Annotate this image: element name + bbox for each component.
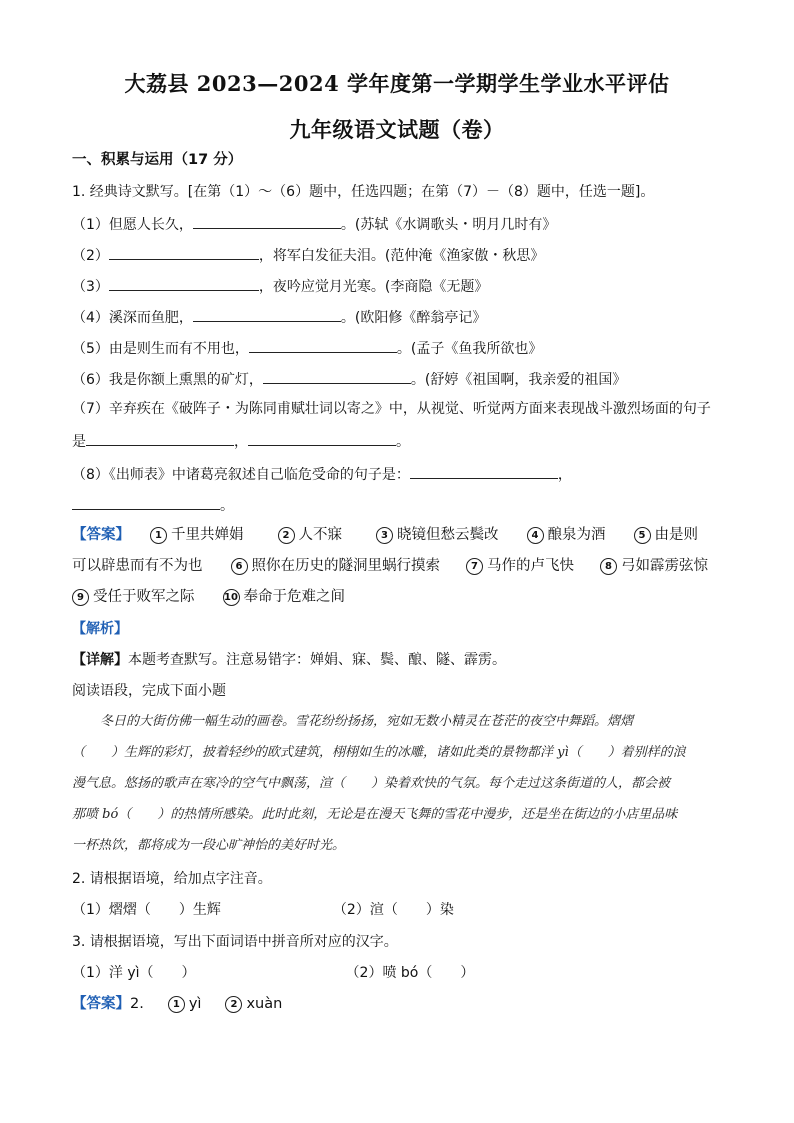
answer-1-line-1: 【答案】 1 千里共婵娟 2 人不寐 3 晓镜但愁云鬓改 4 酿泉为酒 5 由是则 <box>72 527 698 543</box>
circled-number: 3 <box>376 527 393 544</box>
question-1-item-4: （4）溪深而鱼肥， 。(欧阳修《醉翁亭记》 <box>72 306 486 328</box>
question-3-option-1: （1）洋 yì（ ） <box>72 965 196 981</box>
section-heading: 一、积累与运用（17 分） <box>72 152 243 168</box>
question-1-item-7-blanks: 是 ， 。 <box>72 430 410 452</box>
analysis-tag: 【解析】 <box>72 621 128 637</box>
question-2-prompt: 2. 请根据语境，给加点字注音。 <box>72 871 272 887</box>
question-1-item-6: （6）我是你额上熏黑的矿灯， 。(舒婷《祖国啊，我亲爱的祖国》 <box>72 368 626 390</box>
answer-blank[interactable] <box>109 244 259 260</box>
reading-passage <box>72 706 722 861</box>
question-1-item-5: （5）由是则生而有不用也， 。(孟子《鱼我所欲也》 <box>72 337 542 359</box>
circled-number: 4 <box>527 527 544 544</box>
question-3-options <box>72 963 474 983</box>
question-1-item-3: （3） ，夜吟应觉月光寒。(李商隐《无题》 <box>72 275 488 297</box>
circled-number: 2 <box>225 996 242 1013</box>
circled-number: 8 <box>600 558 617 575</box>
question-2-option-2: （2）渲（ ）染 <box>332 902 454 918</box>
answer-2: 【答案】2. 1 yì 2 xuàn <box>72 996 283 1012</box>
answer-blank[interactable] <box>248 430 396 446</box>
question-1-intro: 1. 经典诗文默写。[在第（1）～（6）题中，任选四题；在第（7）－（8）题中，任选一题]。 <box>72 184 655 200</box>
circled-number: 2 <box>278 527 295 544</box>
answer-1-line-2: 可以辟患而有不为也 6 照你在历史的隧洞里蜗行摸索 7 马作的卢飞快 8 弓如霹雳弦惊 <box>72 558 708 574</box>
circled-number: 10 <box>223 589 240 606</box>
passage-line: 一杯热饮，都将成为一段心旷神怡的美好时光。 <box>72 838 346 853</box>
question-3-option-2: （2）喷 bó（ ） <box>345 965 475 981</box>
circled-number: 9 <box>72 589 89 606</box>
passage-line: （ ）生辉的彩灯，披着轻纱的欧式建筑，栩栩如生的冰雕，诸如此类的景物都洋 yì（ ）着别样的浪 <box>72 745 686 760</box>
question-1-item-8: （8）《出师表》中诸葛亮叙述自己临危受命的句子是： ， <box>72 463 572 485</box>
question-1-item-2: （2） ，将军白发征夫泪。(范仲淹《渔家傲・秋思》 <box>72 244 544 266</box>
circled-number: 7 <box>466 558 483 575</box>
question-1-item-7: （7）辛弃疾在《破阵子・为陈同甫赋壮词以寄之》中，从视觉、听觉两方面来表现战斗激烈场面的句子 <box>72 401 711 417</box>
question-3-prompt: 3. 请根据语境，写出下面词语中拼音所对应的汉字。 <box>72 934 398 950</box>
answer-blank[interactable] <box>249 337 397 353</box>
answer-blank[interactable] <box>86 430 234 446</box>
question-2-option-1: （1）熠熠（ ）生辉 <box>72 902 221 918</box>
circled-number: 6 <box>231 558 248 575</box>
question-1-item-1: （1）但愿人长久， 。(苏轼《水调歌头・明月几时有》 <box>72 213 556 235</box>
circled-number: 5 <box>634 527 651 544</box>
page-title: 大荔县 2023—2024 学年度第一学期学生学业水平评估 <box>124 71 670 96</box>
answer-blank[interactable] <box>109 275 259 291</box>
question-2-options <box>72 900 454 920</box>
question-1-item-8-continued: 。 <box>72 494 234 516</box>
circled-number: 1 <box>150 527 167 544</box>
page-subtitle: 九年级语文试题（卷） <box>289 117 505 142</box>
passage-line: 那喷 bó（ ）的热情所感染。此时此刻，无论是在漫天飞舞的雪花中漫步，还是坐在街边的小店里品味 <box>72 807 678 822</box>
answer-blank[interactable] <box>72 494 220 510</box>
passage-line: 冬日的大街仿佛一幅生动的画卷。雪花纷纷扬扬，宛如无数小精灵在苍茫的夜空中舞蹈。熠熠 <box>100 714 634 729</box>
answer-blank[interactable] <box>193 306 341 322</box>
answer-1-line-3: 9 受任于败军之际 10 奉命于危难之间 <box>72 587 345 607</box>
reading-instruction: 阅读语段，完成下面小题 <box>72 683 226 699</box>
answer-tag: 【答案】 <box>72 996 130 1012</box>
answer-blank[interactable] <box>193 213 341 229</box>
answer-blank[interactable] <box>410 463 558 479</box>
circled-number: 1 <box>168 996 185 1013</box>
passage-line: 漫气息。悠扬的歌声在寒冷的空气中飘荡，渲（ ）染着欢快的气氛。每个走过这条街道的人，都会被 <box>72 776 671 791</box>
analysis-detail: 【详解】本题考查默写。注意易错字：婵娟、寐、鬓、酿、隧、霹雳。 <box>72 652 506 668</box>
answer-tag: 【答案】 <box>72 527 130 543</box>
answer-blank[interactable] <box>263 368 411 384</box>
